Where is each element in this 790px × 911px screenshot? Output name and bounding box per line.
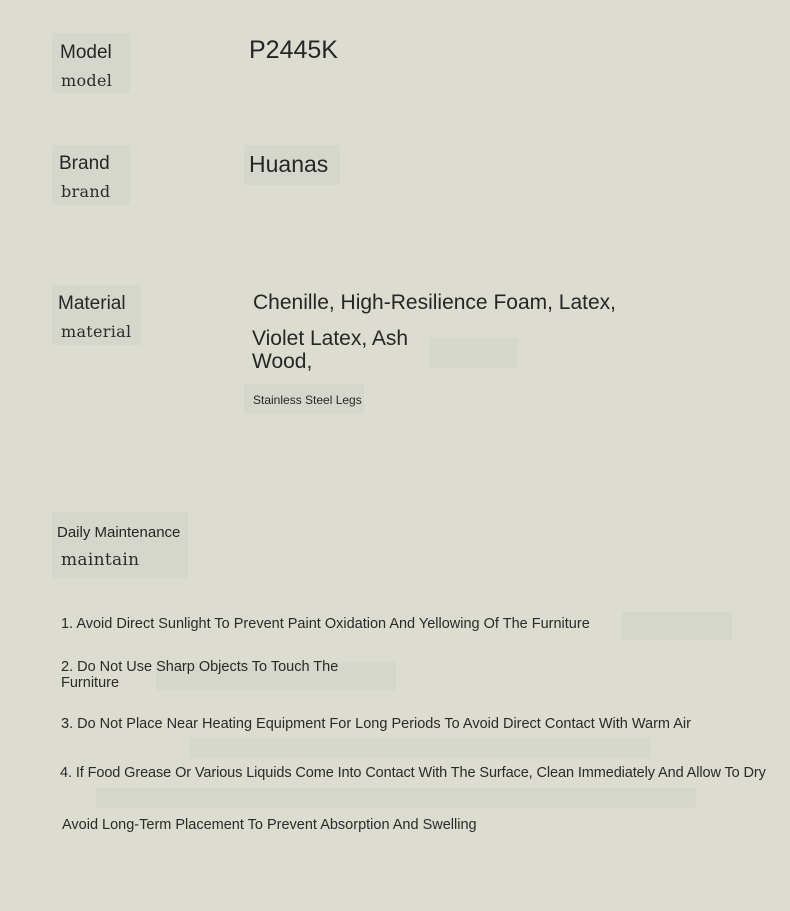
bg-patch — [622, 612, 732, 640]
material-line-2b: Wood, — [252, 350, 313, 373]
model-sublabel: model — [61, 71, 113, 90]
maintenance-item-5: Avoid Long-Term Placement To Prevent Absorption And Swelling — [62, 817, 477, 833]
model-value: P2445K — [249, 36, 338, 64]
brand-sublabel: brand — [61, 182, 111, 201]
material-label: Material — [58, 293, 126, 314]
bg-patch — [190, 738, 650, 758]
brand-value: Huanas — [249, 151, 329, 177]
model-label: Model — [60, 42, 112, 63]
maintenance-sublabel: maintain — [61, 550, 140, 570]
material-line-2: Violet Latex, Ash — [252, 327, 409, 350]
material-line-1: Chenille, High-Resilience Foam, Latex, — [253, 291, 616, 314]
brand-label: Brand — [59, 153, 110, 174]
material-line-3: Stainless Steel Legs — [253, 393, 362, 407]
maintenance-item-2b: Furniture — [61, 675, 120, 691]
maintenance-item-4: 4. If Food Grease Or Various Liquids Come Into Contact With The Surface, Clean Immediately And Allow To Dry — [60, 765, 766, 781]
bg-patch — [96, 788, 696, 808]
maintenance-item-1: 1. Avoid Direct Sunlight To Prevent Paint Oxidation And Yellowing Of The Furniture — [61, 616, 590, 632]
maintenance-item-2: 2. Do Not Use Sharp Objects To Touch The — [61, 659, 339, 675]
bg-patch — [430, 338, 518, 368]
maintenance-item-3: 3. Do Not Place Near Heating Equipment For Long Periods To Avoid Direct Contact With Warm Air — [61, 716, 691, 732]
maintenance-label: Daily Maintenance — [57, 524, 181, 541]
material-sublabel: material — [61, 322, 132, 341]
